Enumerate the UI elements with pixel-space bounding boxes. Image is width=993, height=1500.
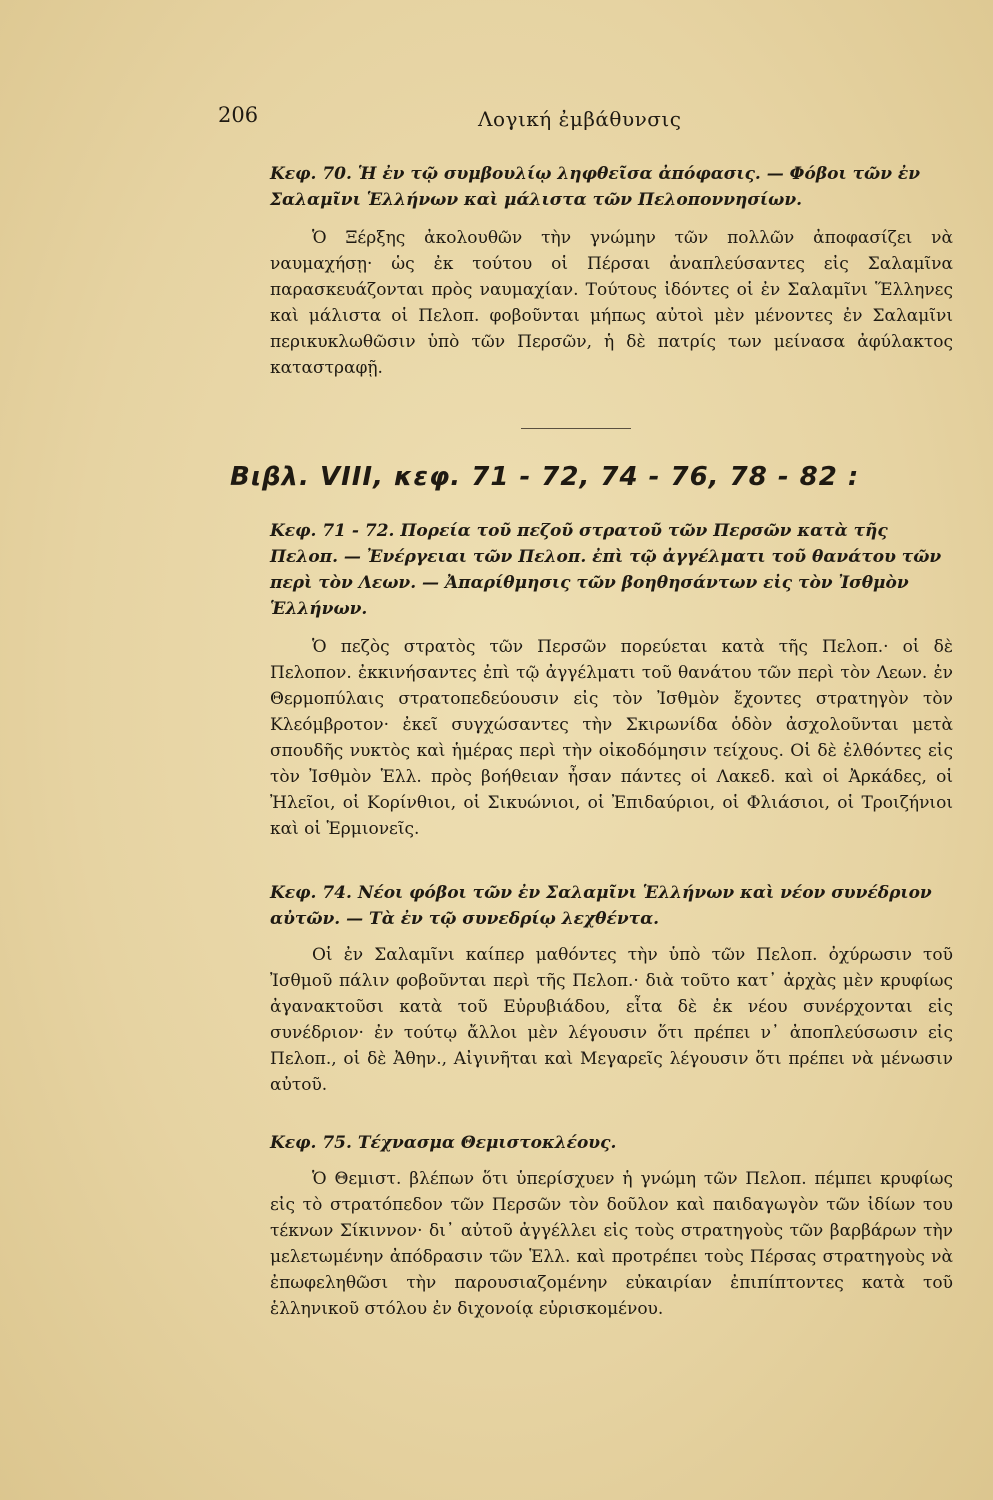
page-number: 206 [218, 103, 259, 127]
chapter-75-heading: Κεφ. 75. Τέχνασμα Θεμιστοκλέους. [270, 1133, 617, 1153]
chapter-74-heading: Κεφ. 74. Νέοι φόβοι τῶν ἐν Σαλαμῖνι Ἑλλήνων καὶ νέον συνέδριον αὐτῶν. — Τὰ ἐν τῷ συνεδρίῳ λεχθέντα. [270, 883, 932, 929]
running-title: Λογική ἐμβάθυνσις [478, 107, 682, 131]
chapter-74-body: Οἱ ἐν Σαλαμῖνι καίπερ μαθόντες τὴν ὑπὸ τῶν Πελοπ. ὀχύρωσιν τοῦ Ἰσθμοῦ πάλιν φοβοῦνται περὶ τῆς Πελοπ.· διὰ τοῦτο κατ᾽ ἀρχὰς μὲν κρυφίως ἀγανακτοῦσι κατὰ τοῦ Εὐρυβιάδου, εἶτα δὲ ἐκ νέου συνέρχονται εἰς συνέδριον· ἐν τούτῳ ἄλλοι μὲν λέγουσιν ὅτι πρέπει ν᾽ ἀποπλεύσωσιν εἰς Πελοπ., οἱ δὲ Ἀθην., Αἰγινῆται καὶ Μεγαρεῖς λέγουσιν ὅτι πρέπει νὰ μένωσιν αὐτοῦ. [270, 945, 953, 1095]
chapter-70-heading: Κεφ. 70. Ἡ ἐν τῷ συμβουλίῳ ληφθεῖσα ἀπόφασις. — Φόβοι τῶν ἐν Σαλαμῖνι Ἑλλήνων καὶ μάλιστα τῶν Πελοποννησίων. [270, 164, 921, 210]
book-heading: Βιβλ. VIII, κεφ. 71 - 72, 74 - 76, 78 - 82 : [230, 462, 860, 492]
chapter-70 [270, 161, 953, 381]
chapter-75-body: Ὁ Θεμιστ. βλέπων ὅτι ὑπερίσχυεν ἡ γνώμη τῶν Πελοπ. πέμπει κρυφίως εἰς τὸ στρατόπεδον τῶν Περσῶν τὸν δοῦλον καὶ παιδαγωγὸν τῶν ἰδίων του τέκνων Σίκιννον· δι᾽ αὐτοῦ ἀγγέλλει εἰς τοὺς στρατηγοὺς τῶν βαρβάρων τὴν μελετωμένην ἀπόδρασιν τῶν Ἑλλ. καὶ προτρέπει τοὺς Πέρσας στρατηγοὺς νὰ ἐπωφεληθῶσι τὴν παρουσιαζομένην εὐκαιρίαν ἐπιπίπτοντες κατὰ τοῦ ἑλληνικοῦ στόλου ἐν διχονοίᾳ εὑρισκομένου. [270, 1169, 953, 1319]
section-divider [521, 428, 631, 429]
chapter-71-72 [270, 518, 953, 842]
chapter-74 [270, 880, 953, 1098]
chapter-75 [270, 1130, 953, 1322]
chapter-71-72-body: Ὁ πεζὸς στρατὸς τῶν Περσῶν πορεύεται κατὰ τῆς Πελοπ.· οἱ δὲ Πελοπον. ἐκκινήσαντες ἐπὶ τῷ ἀγγέλματι τοῦ θανάτου τῶν περὶ τὸν Λεων. ἐν Θερμοπύλαις στρατοπεδεύουσιν εἰς τὸν Ἰσθμὸν ἔχοντες στρατηγὸν τὸν Κλεόμβροτον· ἐκεῖ συγχώσαντες τὴν Σκιρωνίδα ὁδὸν ἀσχολοῦνται μετὰ σπουδῆς νυκτὸς καὶ ἡμέρας περὶ τὴν οἰκοδόμησιν τείχους. Οἱ δὲ ἐλθόντες εἰς τὸν Ἰσθμὸν Ἑλλ. πρὸς βοήθειαν ἦσαν πάντες οἱ Λακεδ. καὶ οἱ Ἀρκάδες, οἱ Ἠλεῖοι, οἱ Κορίνθιοι, οἱ Σικυώνιοι, οἱ Ἐπιδαύριοι, οἱ Φλιάσιοι, οἱ Τροιζήνιοι καὶ οἱ Ἑρμιονεῖς. [270, 637, 953, 839]
chapter-71-72-heading: Κεφ. 71 - 72. Πορεία τοῦ πεζοῦ στρατοῦ τῶν Περσῶν κατὰ τῆς Πελοπ. — Ἐνέργειαι τῶν Πελοπ. ἐπὶ τῷ ἀγγέλματι τοῦ θανάτου τῶν περὶ τὸν Λεων. — Ἀπαρίθμησις τῶν βοηθησάντων εἰς τὸν Ἰσθμὸν Ἑλλήνων. [270, 521, 942, 619]
chapter-70-body: Ὁ Ξέρξης ἀκολουθῶν τὴν γνώμην τῶν πολλῶν ἀποφασίζει νὰ ναυμαχήσῃ· ὡς ἐκ τούτου οἱ Πέρσαι ἀναπλεύσαντες εἰς Σαλαμῖνα παρασκευάζονται πρὸς ναυμαχίαν. Τούτους ἰδόντες οἱ ἐν Σαλαμῖνι Ἕλληνες καὶ μάλιστα οἱ Πελοπ. φοβοῦνται μήπως αὐτοὶ μὲν μένοντες ἐν Σαλαμῖνι περικυκλωθῶσιν ὑπὸ τῶν Περσῶν, ἡ δὲ πατρίς των μείνασα ἀφύλακτος καταστραφῇ. [270, 228, 953, 378]
